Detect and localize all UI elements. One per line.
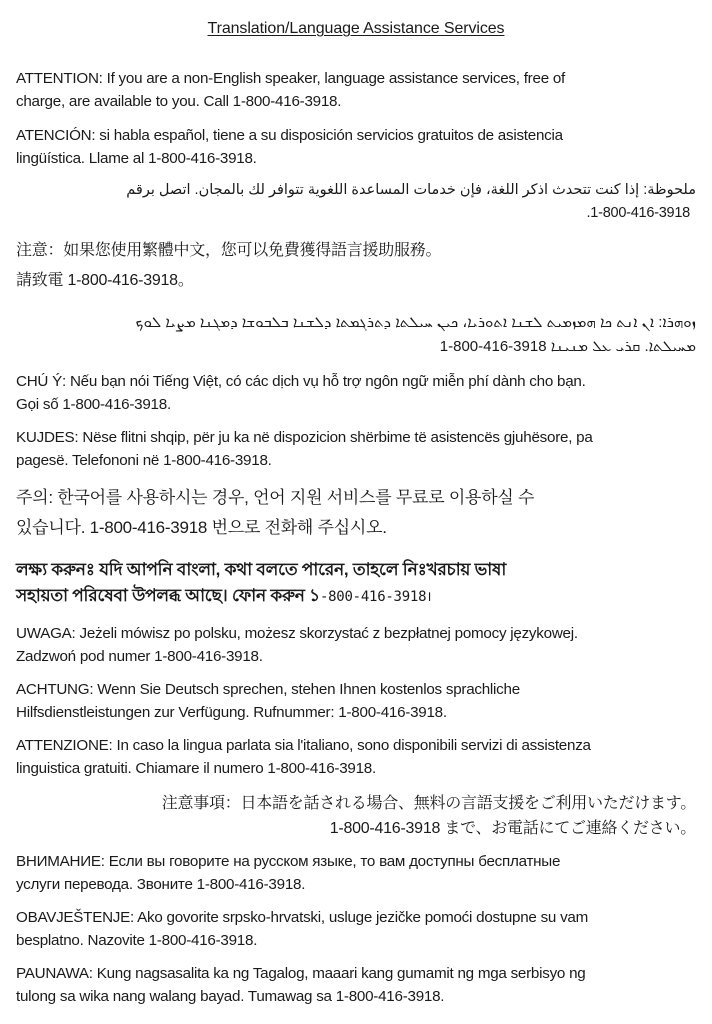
notice-serbo-croatian — [16, 906, 696, 952]
notice-line: услуги перевода. Звоните 1-800-416-3918. — [16, 876, 306, 893]
page-title: Translation/Language Assistance Services — [207, 20, 505, 37]
notice-line: besplatno. Nazovite 1-800-416-3918. — [16, 932, 258, 949]
notice-arabic — [16, 179, 696, 225]
notice-line: lingüística. Llame al 1-800-416-3918. — [16, 150, 257, 167]
notice-line: Gọi số 1-800-416-3918. — [16, 396, 171, 413]
notice-line: 請致電 1-800-416-3918。 — [16, 272, 194, 289]
notice-line-fragment: ܡܚܝܠܬܐ. ܩܪܝ ܥܠ ܡܢܝܢܐ — [550, 338, 696, 355]
notice-line: linguistica gratuiti. Chiamare il numero 1-800-416-3918. — [16, 760, 376, 777]
notice-line: ATTENTION: If you are a non-English speaker, language assistance services, free of — [16, 70, 566, 87]
notice-line-fragment: সহায়তা পরিষেবা উপলব্ধ আছে। ফোন করুন ১ — [16, 586, 320, 605]
notice-russian — [16, 850, 696, 896]
phone-number: 1-800-416-3918 — [590, 205, 690, 221]
notice-japanese — [16, 791, 696, 841]
notice-line: Hilfsdienstleistungen zur Verfügung. Rufnummer: 1-800-416-3918. — [16, 704, 447, 721]
notice-italian — [16, 734, 696, 780]
notice-line: KUJDES: Nëse flitni shqip, për ju ka në dispozicion shërbime të asistencës gjuhësore, pa — [16, 429, 593, 446]
notice-english — [16, 67, 696, 113]
notice-albanian — [16, 426, 696, 472]
notice-line: ATTENZIONE: In caso la lingua parlata sia l'italiano, sono disponibili servizi di assistenza — [16, 737, 591, 754]
notice-line: ATENCIÓN: si habla español, tiene a su disposición servicios gratuitos de asistencia — [16, 127, 563, 144]
notice-line: 있습니다. 1-800-416-3918 번으로 전화해 주십시오. — [16, 518, 387, 537]
notice-line: ملحوظة: إذا كنت تتحدث اذكر اللغة، فإن خدمات المساعدة اللغوية تتوافر لك بالمجان. اتصل برقم — [126, 182, 696, 198]
notice-line: PAUNAWA: Kung nagsasalita ka ng Tagalog, maaari kang gumamit ng mga serbisyo ng — [16, 965, 586, 982]
notice-syriac — [16, 311, 696, 359]
notice-line: লক্ষ্য করুনঃ যদি আপনি বাংলা, কথা বলতে পারেন, তাহলে নিঃখরচায় ভাষা — [16, 560, 507, 579]
notice-line-phone: .1-800-416-3918 — [586, 205, 690, 221]
notice-line: 注意：如果您使用繁體中文，您可以免費獲得語言援助服務。 — [16, 242, 442, 259]
notice-polish — [16, 622, 696, 668]
notice-line: ACHTUNG: Wenn Sie Deutsch sprechen, stehen Ihnen kostenlos sprachliche — [16, 681, 520, 698]
phone-number: -800-416-3918। — [319, 589, 432, 605]
notice-line: charge, are available to you. Call 1-800-416-3918. — [16, 93, 342, 110]
notice-chinese — [16, 236, 696, 296]
notice-line: OBAVJEŠTENJE: Ako govorite srpsko-hrvatski, usluge jezičke pomoći dostupne su vam — [16, 909, 589, 926]
notice-line: ܙܘܗܪܐ: ܐܢ ܐܢܬ ܟܐ ܗܡܙܡܝܬ ܠܫܢܐ ܐܬܘܪܝܐ، ܟܝܢ ܚܝܠܬܐ ܕܬܪܓܡܬܐ ܕܠܫܢܐ ܒܠܒܘܫܐ ܕܡܓܢܐ ܡܨܝܐ ܠܘܟ — [135, 314, 696, 331]
notice-line-phone — [16, 335, 696, 359]
notice-spanish — [16, 124, 696, 170]
notice-bengali — [16, 557, 696, 610]
notice-vietnamese — [16, 370, 696, 416]
notice-german — [16, 678, 696, 724]
notice-line: ВНИМАНИЕ: Если вы говорите на русском языке, то вам доступны бесплатные — [16, 853, 561, 870]
notice-line: pagesë. Telefononi në 1-800-416-3918. — [16, 452, 272, 469]
phone-number: 1-800-416-3918 — [439, 338, 547, 355]
notice-line-phone — [16, 583, 696, 610]
notice-line: Zadzwoń pod numer 1-800-416-3918. — [16, 648, 263, 665]
notice-tagalog — [16, 962, 696, 1008]
notice-line: 주의: 한국어를 사용하시는 경우, 언어 지원 서비스를 무료로 이용하실 수 — [16, 488, 535, 507]
notice-line: UWAGA: Jeżeli mówisz po polsku, możesz skorzystać z bezpłatnej pomocy językowej. — [16, 625, 578, 642]
notice-line: 注意事項：日本語を話される場合、無料の言語支援をご利用いただけます。 — [161, 795, 696, 812]
notice-line: 1-800-416-3918 まで、お電話にてご連絡ください。 — [329, 820, 696, 837]
notice-line: CHÚ Ý: Nếu bạn nói Tiếng Việt, có các dịch vụ hỗ trợ ngôn ngữ miễn phí dành cho bạn. — [16, 373, 586, 390]
notice-line: tulong sa wika nang walang bayad. Tumawag sa 1-800-416-3918. — [16, 988, 445, 1005]
notice-korean — [16, 483, 696, 543]
